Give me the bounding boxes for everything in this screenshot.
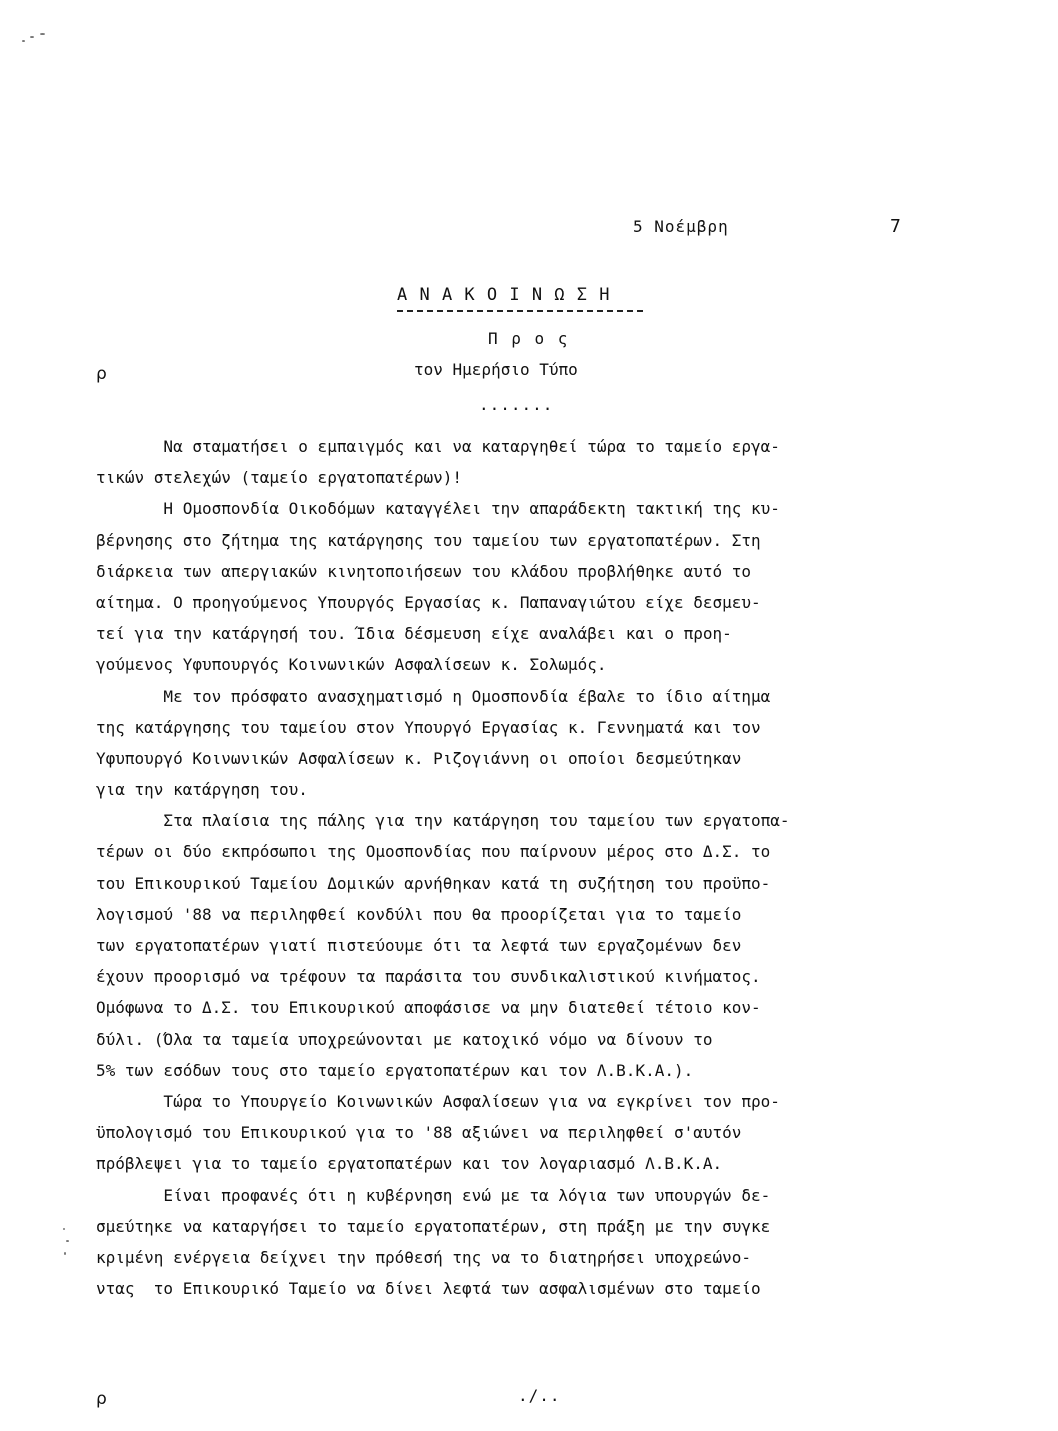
margin-mark-top: ρ bbox=[96, 364, 107, 384]
text-line: 5% των εσόδων τους στο ταμείο εργατοπατέρων και τον Λ.Β.Κ.Α.). bbox=[96, 1060, 694, 1080]
document-date: 5 Νοέμβρη bbox=[633, 217, 729, 236]
text-line: σμεύτηκε να καταργήσει το ταμείο εργατοπατέρων, στη πράξη με την συγκε bbox=[96, 1216, 771, 1236]
text-line: Με τον πρόσφατο ανασχηματισμό η Ομοσπονδία έβαλε το ίδιο αίτημα bbox=[96, 686, 771, 706]
text-line: της κατάργησης του ταμείου στον Υπουργό Εργασίας κ. Γεννηματά και τον bbox=[96, 717, 761, 737]
scan-speck bbox=[22, 40, 25, 42]
text-line: των εργατοπατέρων γιατί πιστεύουμε ότι τα λεφτά των εργαζομένων δεν bbox=[96, 936, 742, 955]
text-line: βέρνησης στο ζήτημα της κατάργησης του ταμείου των εργατοπατέρων. Στη bbox=[96, 530, 761, 550]
continued-marker: ./.. bbox=[518, 1386, 561, 1405]
addressee-to: Π ρ ο ς bbox=[488, 329, 570, 348]
scan-speck bbox=[64, 1252, 66, 1255]
text-line: του Επικουρικού Ταμείου Δομικών αρνήθηκαν κατά τη συζήτηση του προϋπο- bbox=[96, 873, 771, 893]
text-line: Υφυπουργό Κοινωνικών Ασφαλίσεων κ. Ριζογιάννη οι οποίοι δεσμεύτηκαν bbox=[96, 748, 742, 768]
text-line: Να σταματήσει ο εμπαιγμός και να καταργηθεί τώρα το ταμείο εργα- bbox=[96, 437, 780, 456]
text-line: δύλι. (Όλα τα ταμεία υποχρεώνονται με κατοχικό νόμο να δίνουν το bbox=[96, 1029, 713, 1049]
text-line: τικών στελεχών (ταμείο εργατοπατέρων)! bbox=[96, 468, 463, 488]
text-line: λογισμού '88 να περιληφθεί κονδύλι που θα προορίζεται για το ταμείο bbox=[96, 904, 742, 924]
title-underline bbox=[397, 310, 643, 312]
text-line: για την κατάργηση του. bbox=[96, 780, 308, 800]
page-number: 7 bbox=[890, 216, 901, 237]
document-title: Α Ν Α Κ Ο Ι Ν Ω Σ Η bbox=[397, 285, 611, 305]
margin-mark-bottom: ρ bbox=[96, 1389, 107, 1409]
text-line: Η Ομοσπονδία Οικοδόμων καταγγέλει την απαράδεκτη τακτική της κυ- bbox=[96, 499, 780, 519]
text-line: πρόβλεψει για το ταμείο εργατοπατέρων και τον λογαριασμό Λ.Β.Κ.Α. bbox=[96, 1154, 723, 1174]
text-line: διάρκεια των απεργιακών κινητοποιήσεων του κλάδου προβλήθηκε αυτό το bbox=[96, 561, 752, 581]
text-line: Τώρα το Υπουργείο Κοινωνικών Ασφαλίσεων για να εγκρίνει τον προ- bbox=[96, 1091, 780, 1111]
scan-speck bbox=[66, 1240, 69, 1242]
text-line: γούμενος Υφυπουργός Κοινωνικών Ασφαλίσεων κ. Σολωμός. bbox=[96, 655, 607, 675]
scan-speck bbox=[63, 1228, 65, 1230]
text-line: έχουν προορισμό να τρέφουν τα παράσιτα του συνδικαλιστικού κινήματος. bbox=[96, 967, 761, 987]
text-line: ϋπολογισμό του Επικουρικού για το '88 αξιώνει να περιληφθεί σ'αυτόν bbox=[96, 1123, 742, 1143]
text-line: κριμένη ενέργεια δείχνει την πρόθεσή της να το διατηρήσει υποχρεώνο- bbox=[96, 1247, 752, 1267]
addressee-recipient: τον Ημερήσιο Τύπο bbox=[414, 360, 578, 379]
text-line: Στα πλαίσια της πάλης για την κατάργηση του ταμείου των εργατοπα- bbox=[96, 811, 790, 831]
scan-speck bbox=[40, 33, 45, 35]
text-line: ντας το Επικουρικό Ταμείο να δίνει λεφτά των ασφαλισμένων στο ταμείο bbox=[96, 1279, 761, 1299]
text-line: Είναι προφανές ότι η κυβέρνηση ενώ με τα λόγια των υπουργών δε- bbox=[96, 1185, 771, 1205]
announcement-body bbox=[96, 431, 991, 1304]
scan-speck bbox=[30, 36, 34, 38]
text-line: τεί για την κατάργησή του. Ίδια δέσμευση είχε αναλάβει και ο προη- bbox=[96, 624, 732, 644]
separator-dots: ....... bbox=[479, 395, 554, 414]
text-line: Ομόφωνα το Δ.Σ. του Επικουρικού αποφάσισε να μην διατεθεί τέτοιο κον- bbox=[96, 998, 761, 1018]
text-line: αίτημα. Ο προηγούμενος Υπουργός Εργασίας κ. Παπαναγιώτου είχε δεσμευ- bbox=[96, 592, 761, 612]
text-line: τέρων οι δύο εκπρόσωποι της Ομοσπονδίας που παίρνουν μέρος στο Δ.Σ. το bbox=[96, 842, 771, 862]
